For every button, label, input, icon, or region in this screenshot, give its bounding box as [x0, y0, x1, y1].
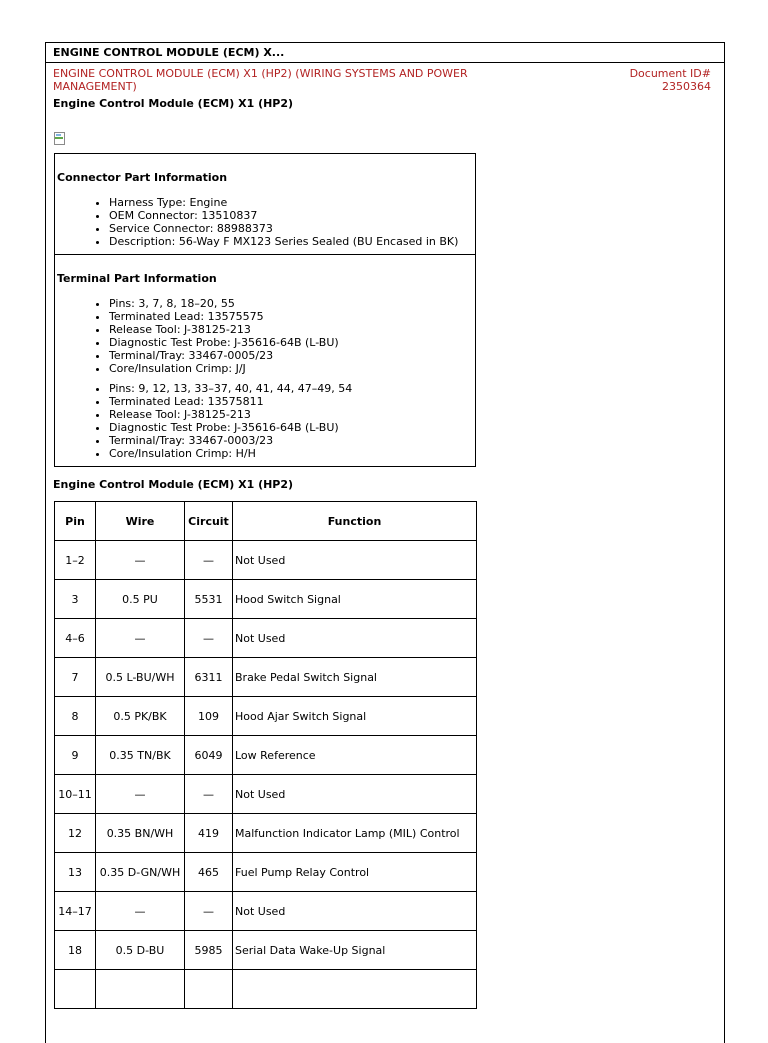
part-information-box — [54, 153, 476, 467]
document-id-value: 2350364 — [662, 80, 711, 93]
connector-info-item: • Description: 56-Way F MX123 Series Sealed (BU Encased in BK) — [109, 235, 473, 248]
terminal-info-item: • Terminated Lead: 13575811 — [109, 395, 473, 408]
circuit-cell: 419 — [185, 814, 233, 853]
function-cell: Brake Pedal Switch Signal — [233, 658, 477, 697]
header-circuit: Circuit — [185, 502, 233, 541]
terminal-info-item: • Core/Insulation Crimp: H/H — [109, 447, 473, 460]
circuit-cell: 5531 — [185, 580, 233, 619]
connector-info-item: • Harness Type: Engine — [109, 196, 473, 209]
terminal-info-item: • Diagnostic Test Probe: J-35616-64B (L-BU) — [109, 336, 473, 349]
pin-cell: 13 — [55, 853, 96, 892]
terminal-info-item: • Diagnostic Test Probe: J-35616-64B (L-BU) — [109, 421, 473, 434]
table-row — [55, 892, 477, 931]
wire-cell: — — [96, 541, 185, 580]
table-row — [55, 970, 477, 1009]
table-row — [55, 658, 477, 697]
document-title: ENGINE CONTROL MODULE (ECM) X... — [46, 43, 724, 63]
connector-part-info — [55, 154, 475, 254]
circuit-cell: 6311 — [185, 658, 233, 697]
wire-cell: 0.35 BN/WH — [96, 814, 185, 853]
pin-table-heading: Engine Control Module (ECM) X1 (HP2) — [53, 478, 294, 491]
function-cell: Not Used — [233, 775, 477, 814]
pin-cell: 12 — [55, 814, 96, 853]
terminal-info-item: • Release Tool: J-38125-213 — [109, 323, 473, 336]
terminal-info-item: • Terminal/Tray: 33467-0003/23 — [109, 434, 473, 447]
pin-cell: 10–11 — [55, 775, 96, 814]
header-wire: Wire — [96, 502, 185, 541]
pin-cell — [55, 970, 96, 1009]
document-id-label: Document ID# — [629, 67, 711, 80]
pin-cell: 3 — [55, 580, 96, 619]
terminal-part-info — [55, 254, 475, 466]
wire-cell: — — [96, 775, 185, 814]
wire-cell — [96, 970, 185, 1009]
terminal-info-title: Terminal Part Information — [57, 272, 217, 285]
terminal-info-group — [57, 297, 473, 375]
function-cell: Malfunction Indicator Lamp (MIL) Control — [233, 814, 477, 853]
wire-cell: — — [96, 892, 185, 931]
function-cell: Low Reference — [233, 736, 477, 775]
function-cell — [233, 970, 477, 1009]
document-subtitle: ENGINE CONTROL MODULE (ECM) X1 (HP2) (WIRING SYSTEMS AND POWER MANAGEMENT) — [53, 67, 468, 93]
pin-cell: 1–2 — [55, 541, 96, 580]
terminal-info-groups — [57, 297, 473, 460]
wire-cell: — — [96, 619, 185, 658]
function-cell: Fuel Pump Relay Control — [233, 853, 477, 892]
wire-cell: 0.5 D-BU — [96, 931, 185, 970]
table-row — [55, 931, 477, 970]
connector-info-item: • OEM Connector: 13510837 — [109, 209, 473, 222]
table-row — [55, 775, 477, 814]
terminal-info-item: • Terminal/Tray: 33467-0005/23 — [109, 349, 473, 362]
function-cell: Not Used — [233, 619, 477, 658]
table-row — [55, 736, 477, 775]
table-row — [55, 580, 477, 619]
pin-cell: 7 — [55, 658, 96, 697]
document-subheader — [46, 63, 724, 91]
table-row — [55, 619, 477, 658]
circuit-cell — [185, 970, 233, 1009]
connector-info-list — [57, 196, 473, 248]
table-row — [55, 697, 477, 736]
circuit-cell: 6049 — [185, 736, 233, 775]
function-cell: Not Used — [233, 892, 477, 931]
header-pin: Pin — [55, 502, 96, 541]
pin-cell: 18 — [55, 931, 96, 970]
connector-info-title: Connector Part Information — [57, 171, 228, 184]
function-cell: Serial Data Wake-Up Signal — [233, 931, 477, 970]
terminal-info-item: • Pins: 9, 12, 13, 33–37, 40, 41, 44, 47–49, 54 — [109, 382, 473, 395]
terminal-info-item: • Release Tool: J-38125-213 — [109, 408, 473, 421]
terminal-info-group — [57, 382, 473, 460]
terminal-info-item: • Pins: 3, 7, 8, 18–20, 55 — [109, 297, 473, 310]
document-frame — [45, 42, 725, 1043]
wire-cell: 0.5 PK/BK — [96, 697, 185, 736]
circuit-cell: — — [185, 619, 233, 658]
function-cell: Hood Ajar Switch Signal — [233, 697, 477, 736]
terminal-info-item: • Core/Insulation Crimp: J/J — [109, 362, 473, 375]
pin-cell: 4–6 — [55, 619, 96, 658]
table-row — [55, 541, 477, 580]
pin-table — [54, 501, 477, 1009]
section-heading: Engine Control Module (ECM) X1 (HP2) — [53, 97, 294, 110]
circuit-cell: 465 — [185, 853, 233, 892]
wire-cell: 0.35 D-GN/WH — [96, 853, 185, 892]
circuit-cell: — — [185, 892, 233, 931]
circuit-cell: 109 — [185, 697, 233, 736]
table-row — [55, 853, 477, 892]
pin-table-header-row — [55, 502, 477, 541]
broken-image-icon — [54, 132, 66, 144]
table-row — [55, 814, 477, 853]
function-cell: Not Used — [233, 541, 477, 580]
pin-cell: 9 — [55, 736, 96, 775]
wire-cell: 0.35 TN/BK — [96, 736, 185, 775]
wire-cell: 0.5 PU — [96, 580, 185, 619]
circuit-cell: 5985 — [185, 931, 233, 970]
circuit-cell: — — [185, 541, 233, 580]
wire-cell: 0.5 L-BU/WH — [96, 658, 185, 697]
pin-cell: 8 — [55, 697, 96, 736]
header-function: Function — [233, 502, 477, 541]
connector-info-item: • Service Connector: 88988373 — [109, 222, 473, 235]
pin-cell: 14–17 — [55, 892, 96, 931]
document-id — [630, 67, 711, 93]
terminal-info-item: • Terminated Lead: 13575575 — [109, 310, 473, 323]
function-cell: Hood Switch Signal — [233, 580, 477, 619]
circuit-cell: — — [185, 775, 233, 814]
